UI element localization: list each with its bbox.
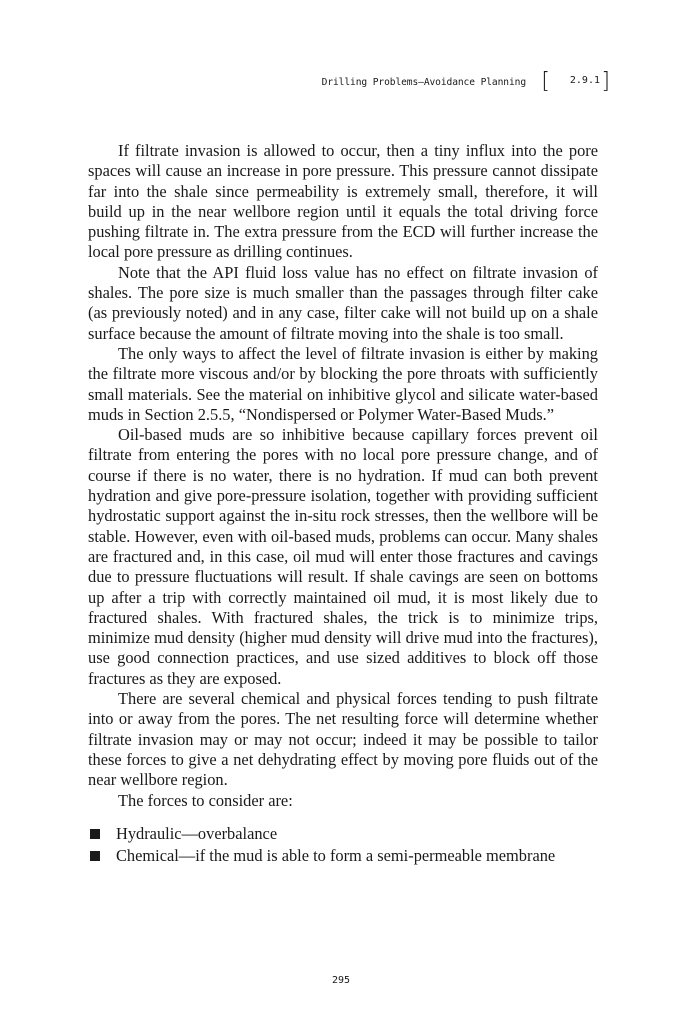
running-head [88, 70, 610, 100]
section-bracket-left: [ [541, 69, 550, 94]
section-number: 2.9.1 [569, 75, 600, 86]
list-item-text: Chemical—if the mud is able to form a semi-permeable membrane [116, 846, 556, 866]
paragraph: If filtrate invasion is allowed to occur, then a tiny influx into the pore spaces will cause an increase in pore pressure. This pressure cannot dissipate far into the shale since permeability is extremely small, therefore, it will build up in the near wellbore region until it equals the total driving force pushing filtrate in. The extra pressure from the ECD will further increase the local pore pressure as drilling continues. [88, 141, 598, 262]
section-bracket-right: ] [601, 69, 610, 94]
running-title: Drilling Problems—Avoidance Planning [321, 77, 526, 88]
list-item [88, 846, 598, 866]
list-item-text: Hydraulic—overbalance [116, 823, 278, 843]
paragraph: The only ways to affect the level of filtrate invasion is either by making the filtrate more viscous and/or by blocking the pore throats with sufficiently small materials. See the material on inhibitive glycol and silicate water-based muds in Section 2.5.5, “Nondispersed or Polymer Water-Based Muds.” [88, 343, 598, 424]
paragraph: Note that the API fluid loss value has no effect on filtrate invasion of shales. The pore size is much smaller than the passages through filter cake (as previously noted) and in any case, filter cake will not build up on a shale surface because the amount of filtrate moving into the shale is too small. [88, 262, 598, 343]
paragraph: Oil-based muds are so inhibitive because capillary forces prevent oil filtrate from entering the pores with no local pore pressure change, and of course if there is no water, there is no hydration. If mud can both prevent hydration and give pore-pressure isolation, together with providing sufficient hydrostatic support against the in-situ rock stresses, then the wellbore will be stable. However, even with oil-based muds, problems can occur. Many shales are fractured and, in this case, oil mud will enter those fractures and cavings due to pressure fluctuations will result. If shale cavings are seen on bottoms up after a trip with correctly maintained oil mud, it is most likely due to fractured shales. With fractured shales, the trick is to minimize trips, minimize mud density (higher mud density will drive mud into the fractures), use good connection practices, and use sized additives to block off those fractures as they are exposed. [88, 425, 598, 688]
bullet-list [88, 824, 598, 867]
square-bullet-icon [90, 829, 100, 839]
list-item [88, 824, 598, 844]
list-intro: The forces to consider are: [118, 790, 293, 810]
square-bullet-icon [90, 851, 100, 861]
body-text [88, 141, 598, 868]
paragraph: There are several chemical and physical forces tending to push filtrate into or away from the pores. The net resulting force will determine whether filtrate invasion may or may not occur; indeed it may be possible to tailor these forces to give a net dehydrating effect by moving pore fluids out of the near wellbore region. [88, 689, 598, 790]
page-number: 295 [331, 975, 351, 986]
